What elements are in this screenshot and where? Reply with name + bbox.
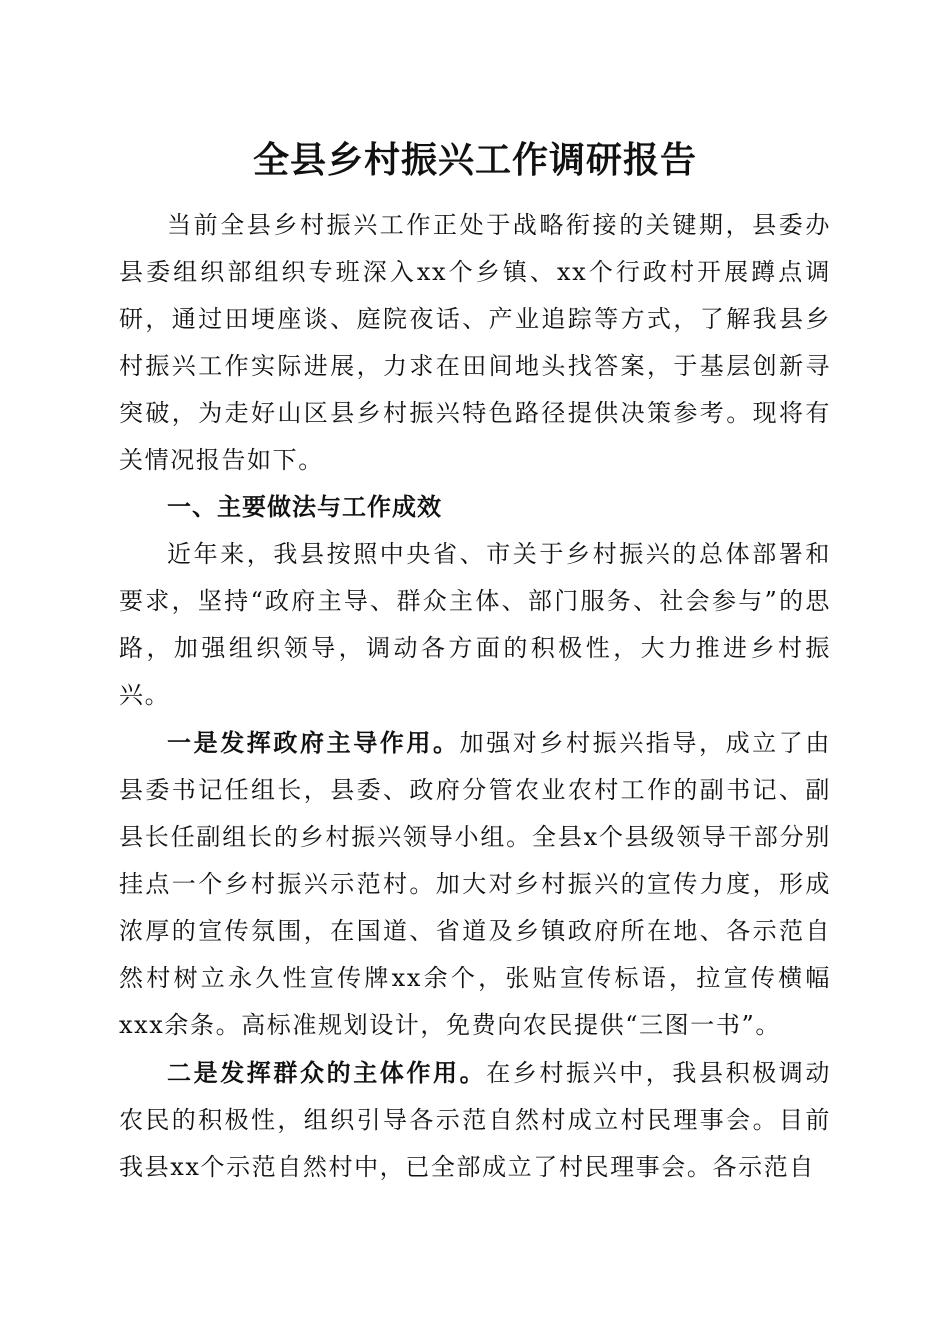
document-body [119,202,831,1191]
point-one-text: 加强对乡村振兴指导，成立了由县委书记任组长，县委、政府分管农业农村工作的副书记、副县长任副组长的乡村振兴领导小组。全县x个县级领导干部分别挂点一个乡村振兴示范村。加大对乡村振兴的宣传力度，形成浓厚的宣传氛围，在国道、省道及乡镇政府所在地、各示范自然村树立永久性宣传牌xx余个，张贴宣传标语，拉宣传横幅xxx余条。高标准规划设计，免费向农民提供“三图一书”。 [119,729,831,1039]
section-intro-paragraph: 近年来，我县按照中央省、市关于乡村振兴的总体部署和要求，坚持“政府主导、群众主体、部门服务、社会参与”的思路，加强组织领导，调动各方面的积极性，大力推进乡村振兴。 [119,540,831,709]
point-one-lead: 一是发挥政府主导作用。 [167,728,460,757]
point-two-text: 在乡村振兴中，我县积极调动农民的积极性，组织引导各示范自然村成立村民理事会。目前我县xx个示范自然村中，已全部成立了村民理事会。各示范自 [119,1059,831,1181]
point-two-paragraph [119,1049,831,1191]
section-heading: 一、主要做法与工作成效 [167,493,442,521]
document-title: 全县乡村振兴工作调研报告 [252,139,697,181]
point-one-paragraph [119,719,831,1049]
point-two-lead: 二是发挥群众的主体作用。 [167,1058,487,1087]
intro-paragraph: 当前全县乡村振兴工作正处于战略衔接的关键期，县委办县委组织部组织专班深入xx个乡镇、xx个行政村开展蹲点调研，通过田埂座谈、庭院夜话、产业追踪等方式，了解我县乡村振兴工作实际进展，力求在田间地头找答案，于基层创新寻突破，为走好山区县乡村振兴特色路径提供决策参考。现将有关情况报告如下。 [119,211,831,474]
